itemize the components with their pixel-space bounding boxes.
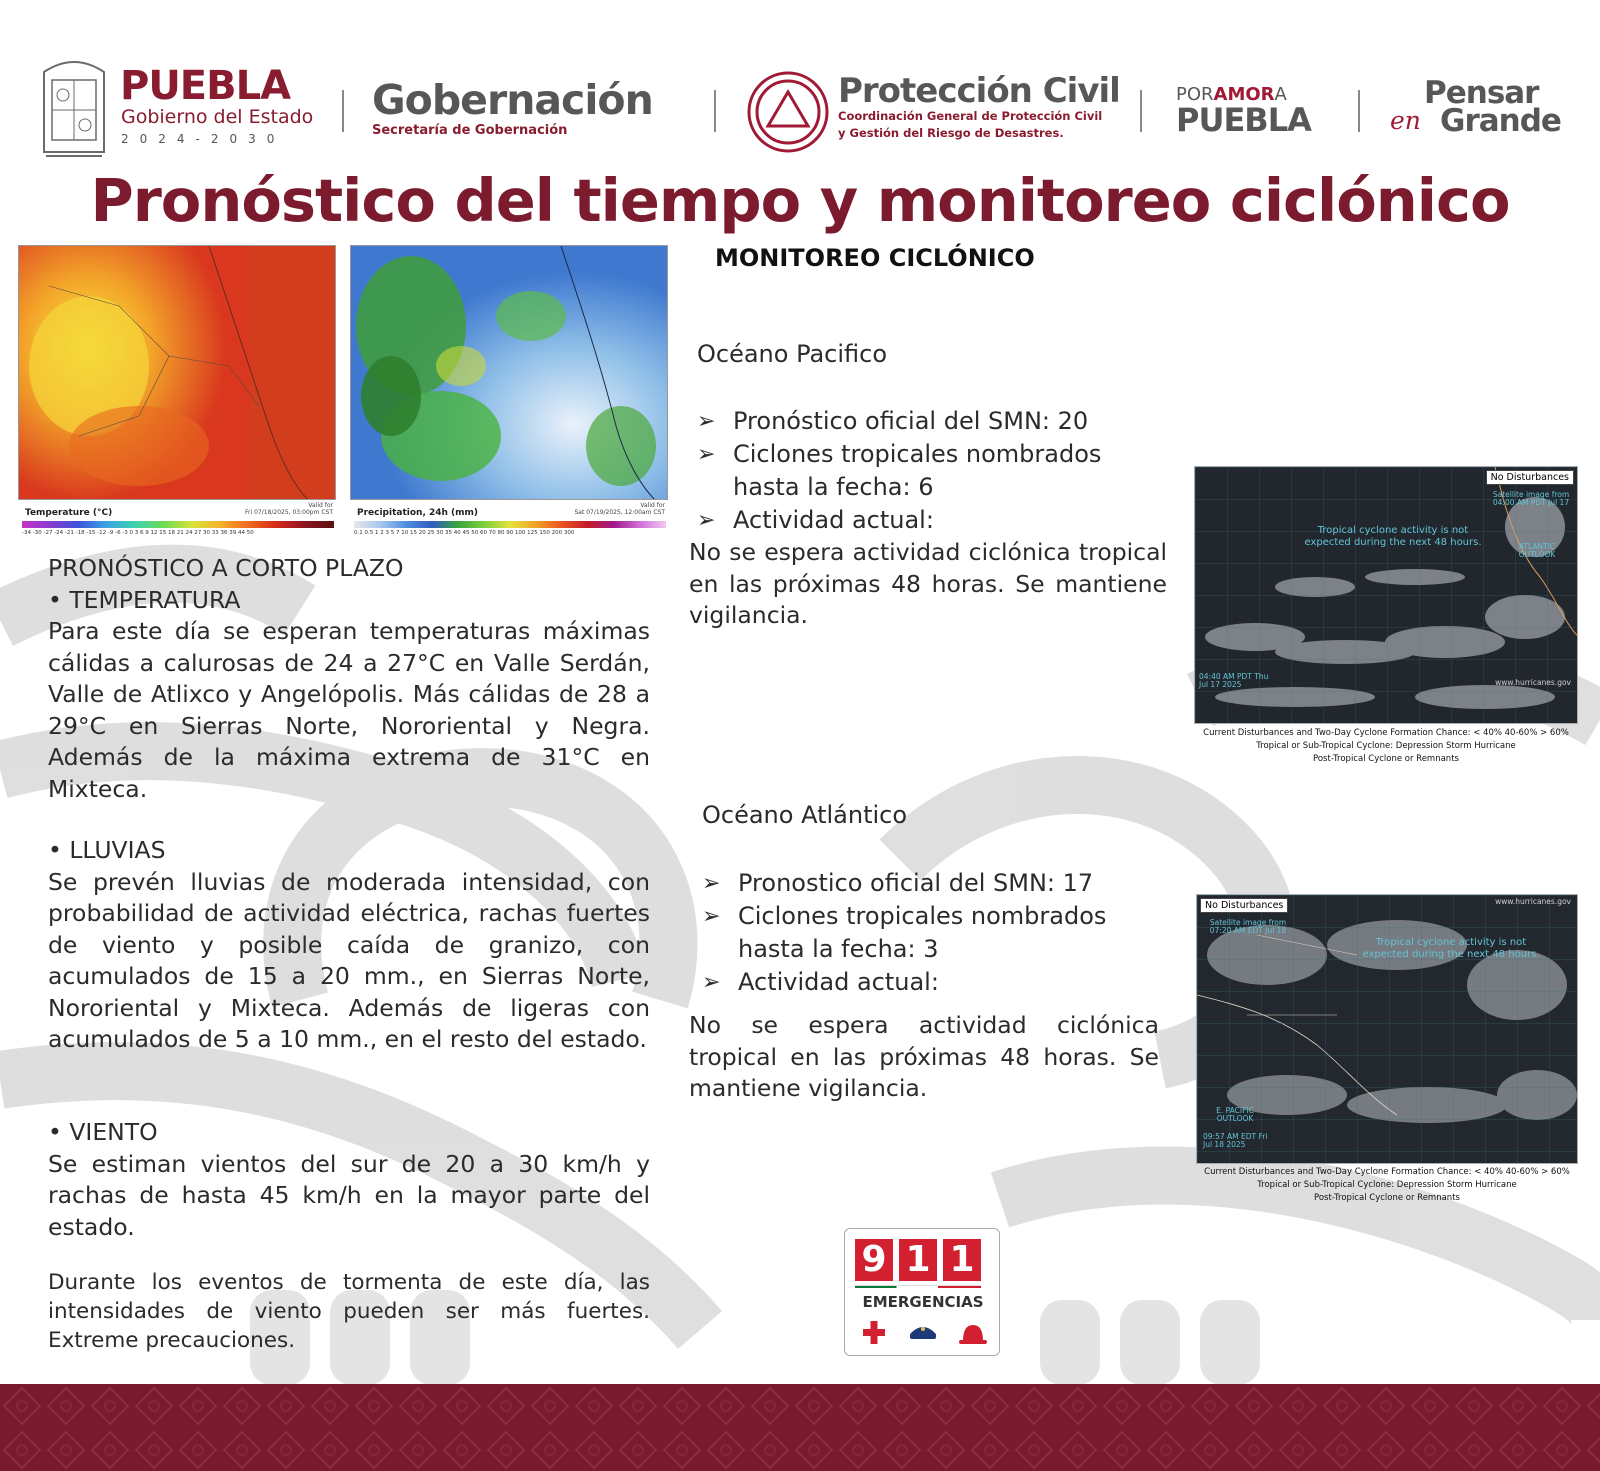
precipitation-legend-bar bbox=[354, 521, 666, 528]
atlantic-title: Océano Atlántico bbox=[702, 801, 908, 829]
police-cap-icon bbox=[910, 1327, 936, 1339]
temperature-map-image bbox=[19, 246, 336, 500]
wind-section bbox=[48, 1117, 650, 1243]
emergency-icons bbox=[855, 1319, 991, 1349]
temperature-map bbox=[18, 245, 336, 500]
pacific-bullet: ➢ Pronóstico oficial del SMN: 20 bbox=[697, 405, 1167, 438]
pacific-bullet: ➢ Ciclones tropicales nombrados hasta la fecha: 6 bbox=[697, 440, 1102, 501]
gobernacion-logo-title: Gobernación bbox=[372, 76, 653, 124]
precipitation-legend-valid: Valid for Sat 07/19/2025, 12:00am CST bbox=[574, 502, 665, 516]
pacific-image-legend: Current Disturbances and Two-Day Cyclone Formation Chance: < 40% 40-60% > 60% Tropical or Sub-Tropical Cyclone: Depression Storm Hurricane Post-Tropical Cyclone or Remnants bbox=[1203, 728, 1569, 764]
arrow-bullet-icon: ➢ bbox=[702, 871, 721, 896]
atlantic-bullet: ➢ Actividad actual: bbox=[702, 966, 1172, 999]
precipitation-legend-ticks: 0.1 0.5 1 2 3 5 7 10 15 20 25 30 35 40 45 50 60 70 80 90 100 125 150 200 300 bbox=[354, 530, 575, 536]
arrow-bullet-icon: ➢ bbox=[697, 409, 716, 434]
cyclone-monitoring-heading: MONITOREO CICLÓNICO bbox=[715, 244, 1035, 272]
pacific-bullets bbox=[697, 405, 1167, 537]
page-title: Pronóstico del tiempo y monitoreo ciclónico bbox=[90, 166, 1510, 235]
emergency-digit: 1 bbox=[899, 1239, 937, 1281]
header-divider bbox=[342, 90, 344, 132]
por-amor-logo-line1: PORAMORA bbox=[1176, 84, 1287, 105]
atlantic-bullets bbox=[702, 867, 1172, 999]
temperature-legend-valid: Valid for Fri 07/18/2025, 03:00pm CST bbox=[245, 502, 333, 516]
puebla-seal-icon bbox=[38, 52, 110, 162]
emergency-label: EMERGENCIAS bbox=[862, 1293, 984, 1311]
rain-section bbox=[48, 835, 650, 1056]
temperature-legend-bar bbox=[22, 521, 334, 528]
proteccion-civil-subtitle-2: y Gestión del Riesgo de Desastres. bbox=[838, 126, 1064, 140]
pensar-logo-en: en bbox=[1390, 106, 1421, 135]
pacific-outlook-label: ATLANTIC OUTLOOK bbox=[1518, 542, 1556, 560]
wind-heading: • VIENTO bbox=[48, 1118, 158, 1146]
temperature-legend-label: Temperature (°C) bbox=[25, 508, 113, 518]
wind-text: Se estiman vientos del sur de 20 a 30 km/h y rachas de hasta 45 km/h en la mayor parte del estado. bbox=[48, 1149, 650, 1241]
red-cross-icon bbox=[863, 1321, 885, 1344]
atlantic-bullet: ➢ Ciclones tropicales nombrados hasta la fecha: 3 bbox=[702, 902, 1107, 963]
pensar-logo-line1: Pensar bbox=[1424, 75, 1539, 111]
pacific-bullet: ➢ Actividad actual: bbox=[697, 504, 1167, 537]
proteccion-civil-subtitle-1: Coordinación General de Protección Civil bbox=[838, 109, 1103, 123]
arrow-bullet-icon: ➢ bbox=[702, 970, 721, 995]
atlantic-image-legend: Current Disturbances and Two-Day Cyclone Formation Chance: < 40% 40-60% > 60% Tropical or Sub-Tropical Cyclone: Depression Storm Hurricane Post-Tropical Cyclone or Remnants bbox=[1204, 1167, 1570, 1203]
pensar-logo-line2: Grande bbox=[1440, 103, 1561, 139]
atlantic-satellite-image bbox=[1196, 894, 1578, 1164]
atlantic-text: No se espera actividad ciclónica tropical en las próximas 48 horas. Se mantiene vigilancia. bbox=[689, 1011, 1159, 1102]
rain-heading: • LLUVIAS bbox=[48, 836, 166, 864]
firefighter-helmet-icon bbox=[959, 1325, 987, 1344]
puebla-logo-title: PUEBLA bbox=[120, 63, 291, 109]
por-amor-logo-line2: PUEBLA bbox=[1176, 101, 1311, 139]
pacific-satellite-image bbox=[1194, 466, 1578, 724]
atlantic-activity-message: Tropical cyclone activity is not expected during the next 48 hours. bbox=[1362, 937, 1540, 960]
atlantic-satellite-note: Satellite image from 07:20 AM EDT Jul 18 bbox=[1209, 918, 1287, 936]
precipitation-legend-label: Precipitation, 24h (mm) bbox=[357, 508, 479, 518]
atlantic-bullet: ➢ Pronostico oficial del SMN: 17 bbox=[702, 867, 1172, 900]
precipitation-map-image bbox=[351, 246, 668, 500]
proteccion-civil-logo-icon bbox=[746, 70, 830, 154]
emergency-911-badge bbox=[844, 1228, 1000, 1356]
pacific-site: www.hurricanes.gov bbox=[1495, 678, 1571, 687]
atlantic-site: www.hurricanes.gov bbox=[1495, 897, 1571, 906]
temperature-legend-ticks: -34 -30 -27 -24 -21 -18 -15 -12 -9 -6 -3 0 3 6 9 12 15 18 21 24 27 30 33 36 39 44 50 bbox=[22, 530, 254, 536]
puebla-logo-subtitle: Gobierno del Estado bbox=[121, 106, 314, 128]
puebla-logo-years: 2024-2030 bbox=[121, 132, 286, 146]
footer-pattern bbox=[0, 1384, 1600, 1471]
header-divider bbox=[1140, 90, 1142, 132]
storm-note: Durante los eventos de tormenta de este día, las intensidades de viento pueden ser más fuertes. Extreme precauciones. bbox=[48, 1270, 650, 1353]
atlantic-outlook-label: E. PACIFIC OUTLOOK bbox=[1216, 1106, 1254, 1124]
rain-text: Se prevén lluvias de moderada intensidad, con probabilidad de actividad eléctrica, rachas fuertes de viento y posible caída de granizo, con acumulados de 15 a 20 mm., en Sierras Norte, Nororiental y Mixteca. Además de ligeras con acumulados de 5 a 10 mm., en el resto del estado. bbox=[48, 867, 650, 1053]
gobernacion-logo-subtitle: Secretaría de Gobernación bbox=[372, 123, 568, 138]
emergency-flag-bar bbox=[855, 1285, 981, 1288]
atlantic-timestamp: 09:57 AM EDT Fri Jul 18 2025 bbox=[1203, 1132, 1268, 1150]
short-term-forecast bbox=[48, 553, 650, 805]
short-term-heading: PRONÓSTICO A CORTO PLAZO bbox=[48, 554, 404, 582]
pacific-timestamp: 04:40 AM PDT Thu Jul 17 2025 bbox=[1199, 672, 1269, 690]
header-divider bbox=[714, 90, 716, 132]
emergency-digits bbox=[855, 1239, 981, 1281]
temperature-text: Para este día se esperan temperaturas máximas cálidas a calurosas de 24 a 27°C en Valle Serdán, Valle de Atlixco y Angelópolis. Más cálidas de 28 a 29°C en Sierras Norte, Nororiental y Negra. Además de la máxima extrema de 31°C en Mixteca. bbox=[48, 617, 650, 803]
pacific-no-disturbances-badge: No Disturbances bbox=[1486, 470, 1574, 485]
arrow-bullet-icon: ➢ bbox=[697, 442, 716, 467]
footer-band bbox=[0, 1384, 1600, 1471]
arrow-bullet-icon: ➢ bbox=[702, 904, 721, 929]
arrow-bullet-icon: ➢ bbox=[697, 508, 716, 533]
proteccion-civil-title: Protección Civil bbox=[838, 71, 1120, 111]
atlantic-no-disturbances-badge: No Disturbances bbox=[1200, 898, 1288, 913]
temperature-heading: • TEMPERATURA bbox=[48, 585, 241, 614]
emergency-digit: 9 bbox=[855, 1239, 893, 1281]
pacific-satellite-note: Satellite image from 04:00 AM PDT Jul 17 bbox=[1492, 490, 1570, 508]
pacific-activity-message: Tropical cyclone activity is not expected during the next 48 hours. bbox=[1304, 525, 1482, 548]
pacific-title: Océano Pacifico bbox=[697, 340, 888, 368]
header-divider bbox=[1358, 90, 1360, 132]
emergency-digit: 1 bbox=[943, 1239, 981, 1281]
precipitation-map bbox=[350, 245, 668, 500]
pacific-text: No se espera actividad ciclónica tropical en las próximas 48 horas. Se mantiene vigilancia. bbox=[689, 538, 1167, 629]
